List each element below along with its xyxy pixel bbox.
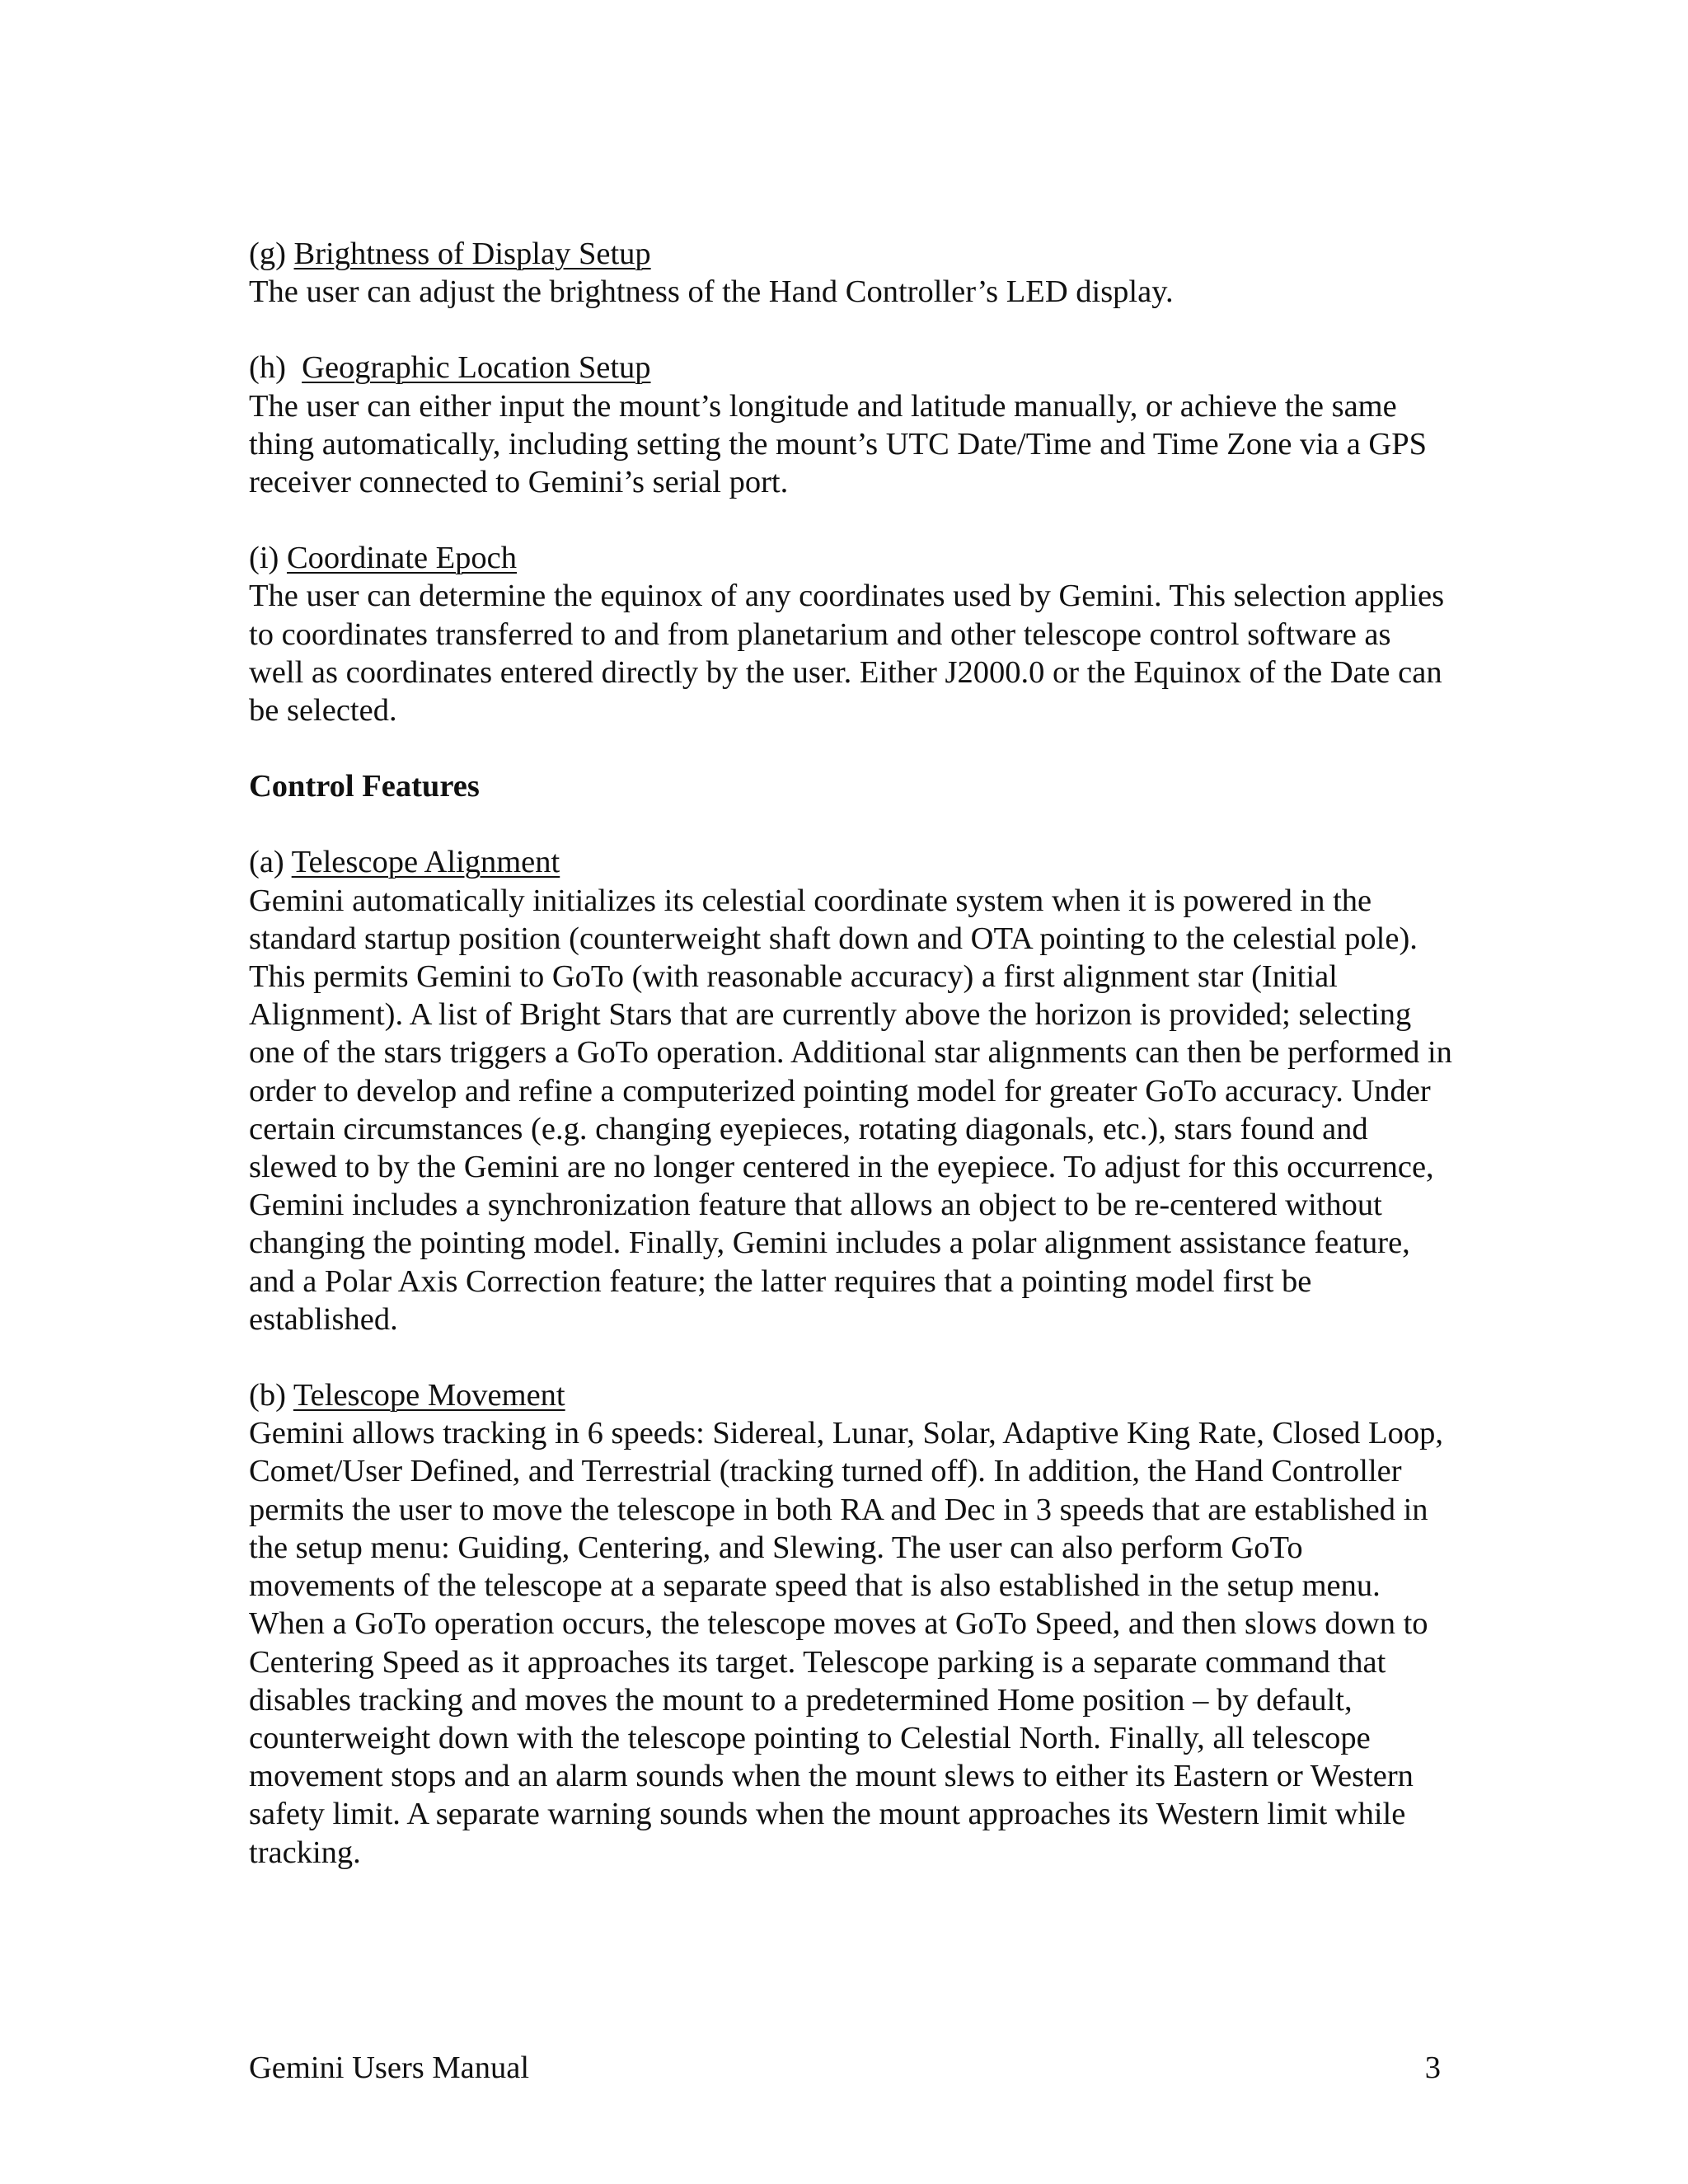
section-title: Telescope Movement: [293, 1378, 565, 1413]
section-telescope-movement: [249, 1376, 1452, 1872]
section-heading: [249, 235, 1452, 273]
footer-document-title: Gemini Users Manual: [249, 2050, 530, 2085]
document-page: [249, 235, 1452, 1910]
section-heading: [249, 539, 1452, 577]
section-title: Geographic Location Setup: [302, 350, 651, 386]
section-body: Gemini automatically initializes its celestial coordinate system when it is powered in the standard startup position (counterweight shaft down and OTA pointing to the celestial pole). This permits Gemini to GoTo (with reasonable accuracy) a first alignment star (Initial Alignment). A list of Bright Stars that are currently above the horizon is provided; selecting one of the stars triggers a GoTo operation. Additional star alignments can then be performed in order to develop and refine a computerized pointing model for greater GoTo accuracy. Under certain circumstances (e.g. changing eyepieces, rotating diagonals, etc.), stars found and slewed to by the Gemini are no longer centered in the eyepiece. To adjust for this occurrence, Gemini includes a synchronization feature that allows an object to be re-centered without changing the pointing model. Finally, Gemini includes a polar alignment assistance feature, and a Polar Axis Correction feature; the latter requires that a pointing model first be established.: [249, 883, 1452, 1337]
section-brightness-display-setup: [249, 235, 1452, 311]
page-footer: [249, 2049, 1441, 2087]
section-body: The user can either input the mount’s longitude and latitude manually, or achieve the same thing automatically, including setting the mount’s UTC Date/Time and Time Zone via a GPS receiver connected to Gemini’s serial port.: [249, 388, 1428, 500]
page-number: 3: [1424, 2050, 1441, 2085]
section-telescope-alignment: [249, 843, 1452, 1338]
section-heading: [249, 843, 1452, 881]
section-body: The user can adjust the brightness of the Hand Controller’s LED display.: [249, 274, 1174, 310]
section-label: (g): [249, 237, 286, 271]
section-body: The user can determine the equinox of any coordinates used by Gemini. This selection applies to coordinates transferred to and from planetarium and other telescope control software as well as coordinates entered directly by the user. Either J2000.0 or the Equinox of the Date can be selected.: [249, 579, 1445, 729]
section-heading: [249, 349, 1452, 387]
section-label: (i): [249, 541, 279, 576]
control-features-heading: Control Features: [249, 769, 480, 804]
section-geographic-location-setup: [249, 349, 1452, 501]
section-title: Brightness of Display Setup: [293, 237, 651, 271]
section-label: (b): [249, 1378, 286, 1413]
section-title: Coordinate Epoch: [286, 541, 518, 576]
section-body: Gemini allows tracking in 6 speeds: Sidereal, Lunar, Solar, Adaptive King Rate, Closed Loop, Comet/User Defined, and Terrestrial (tracking turned off). In addition, the Hand Controller permits the user to move the telescope in both RA and Dec in 3 speeds that are established in the setup menu: Guiding, Centering, and Slewing. The user can also perform GoTo movements of the telescope at a separate speed that is also established in the setup menu. When a GoTo operation occurs, the telescope moves at GoTo Speed, and then slows down to Centering Speed as it approaches its target. Telescope parking is a separate command that disables tracking and moves the mount to a predetermined Home position – by default, counterweight down with the telescope pointing to Celestial North. Finally, all telescope movement stops and an alarm sounds when the mount slews to either its Eastern or Western safety limit. A separate warning sounds when the mount approaches its Western limit while tracking.: [249, 1416, 1443, 1870]
section-heading: [249, 1376, 1452, 1414]
section-coordinate-epoch: [249, 539, 1452, 729]
section-title: Telescope Alignment: [291, 845, 560, 880]
section-label: (h): [249, 350, 286, 386]
section-label: (a): [249, 845, 284, 880]
